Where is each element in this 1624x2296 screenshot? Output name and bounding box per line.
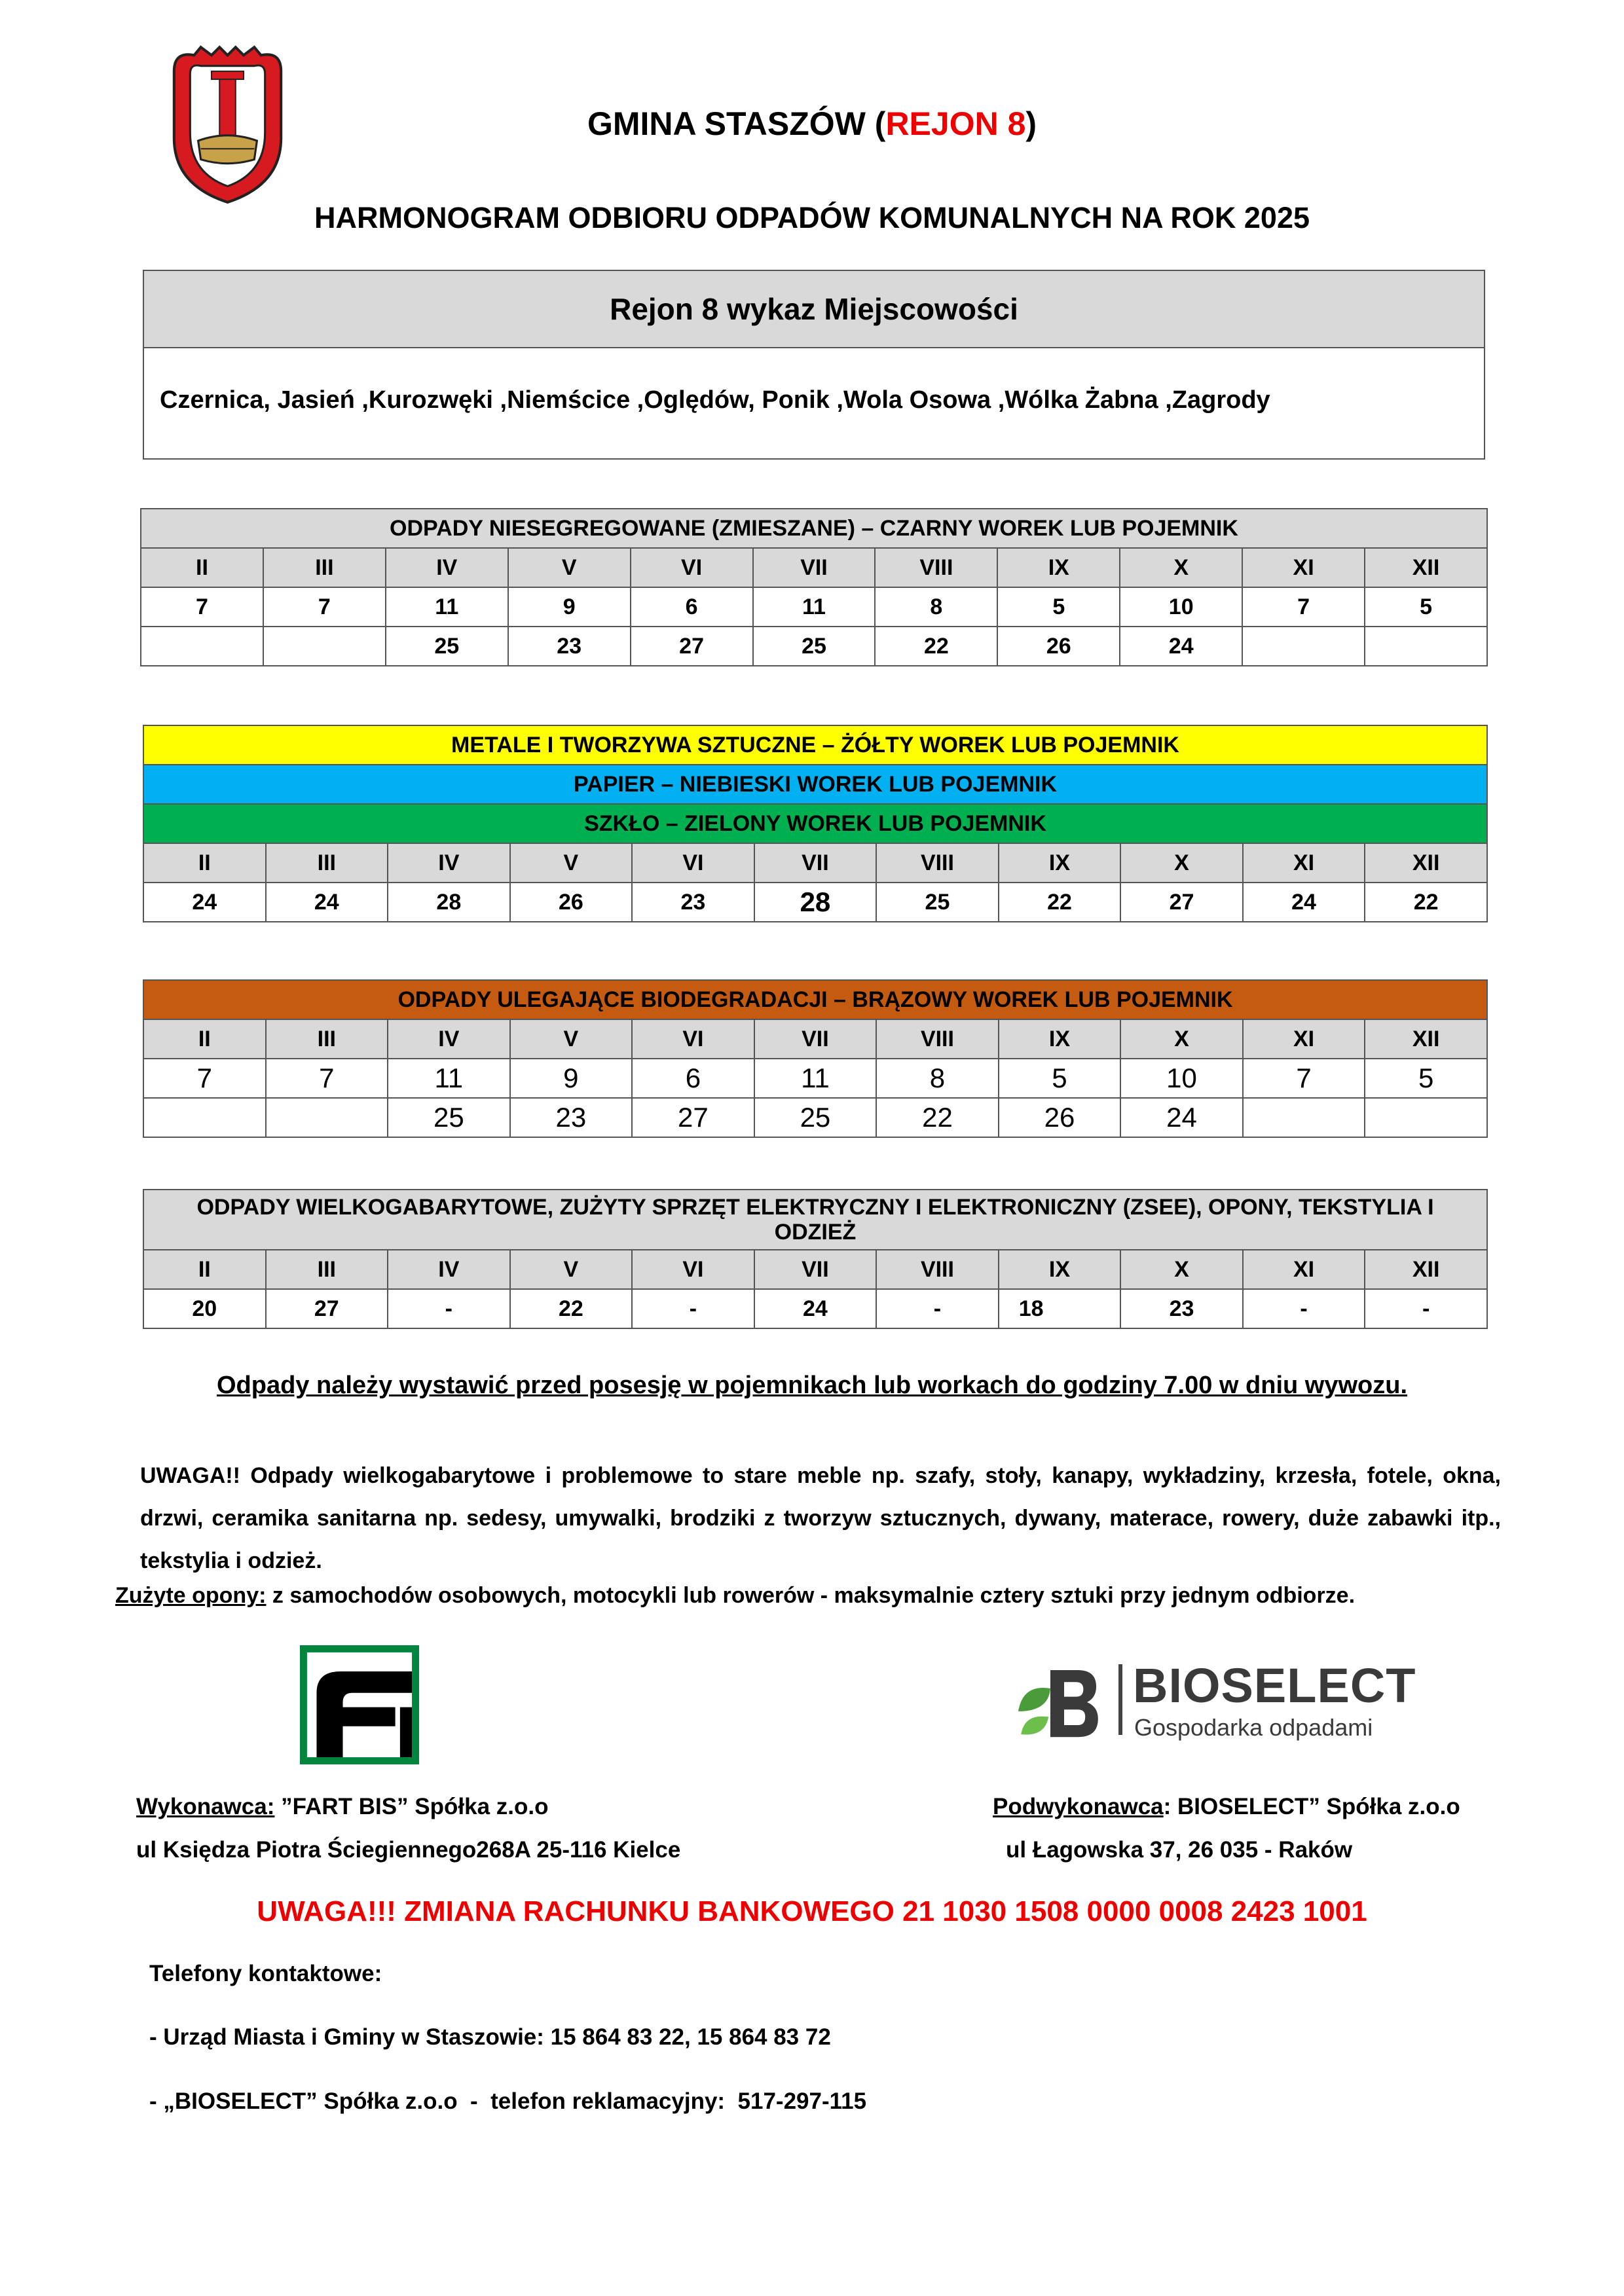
month-header-cell: XI bbox=[1242, 548, 1365, 587]
date-cell: 7 bbox=[266, 1059, 388, 1098]
date-cell: 5 bbox=[997, 587, 1120, 627]
month-header-cell: VII bbox=[754, 1250, 877, 1289]
date-cell: - bbox=[632, 1289, 754, 1328]
date-cell: 26 bbox=[510, 883, 633, 922]
date-cell: 24 bbox=[1120, 627, 1242, 666]
month-header-cell: IX bbox=[997, 548, 1120, 587]
tyres-note bbox=[115, 1583, 1355, 1609]
month-header-cell: III bbox=[266, 1019, 388, 1059]
date-cell: 11 bbox=[753, 587, 876, 627]
month-header-cell: II bbox=[141, 548, 263, 587]
month-header-cell: VII bbox=[753, 548, 876, 587]
month-header-cell: IX bbox=[999, 843, 1121, 883]
date-cell: 24 bbox=[1243, 883, 1365, 922]
date-cell: 22 bbox=[1365, 883, 1487, 922]
contractor-name: Wykonawca: ”FART BIS” Spółka z.o.o bbox=[136, 1794, 549, 1819]
date-cell: 9 bbox=[508, 587, 631, 627]
month-header-cell: VIII bbox=[875, 548, 997, 587]
bio-dates-row-1 bbox=[143, 1059, 1487, 1098]
month-header-cell: X bbox=[1120, 1250, 1243, 1289]
month-header-cell: III bbox=[266, 843, 388, 883]
month-header-cell: II bbox=[143, 843, 266, 883]
page-title: GMINA STASZÓW (REJON 8) bbox=[587, 105, 1037, 142]
date-cell: 27 bbox=[266, 1289, 388, 1328]
date-cell bbox=[1243, 1098, 1365, 1137]
month-header-cell: X bbox=[1120, 1019, 1243, 1059]
date-cell: 27 bbox=[632, 1098, 754, 1137]
date-cell bbox=[1365, 627, 1487, 666]
month-header-cell: IV bbox=[388, 1250, 510, 1289]
date-cell: - bbox=[1365, 1289, 1487, 1328]
month-header-cell: II bbox=[143, 1019, 266, 1059]
subcontractor-address: ul Łagowska 37, 26 035 - Raków bbox=[1006, 1837, 1353, 1863]
month-header-cell: X bbox=[1120, 843, 1243, 883]
date-cell: 6 bbox=[631, 587, 753, 627]
date-cell: 9 bbox=[510, 1059, 633, 1098]
date-cell: 7 bbox=[1243, 1059, 1365, 1098]
date-cell: 22 bbox=[999, 883, 1121, 922]
date-cell: - bbox=[876, 1289, 999, 1328]
month-header-cell: XII bbox=[1365, 1250, 1487, 1289]
date-cell: 23 bbox=[510, 1098, 633, 1137]
paper-title: PAPIER – NIEBIESKI WOREK LUB POJEMNIK bbox=[143, 765, 1487, 804]
date-cell: 25 bbox=[753, 627, 876, 666]
bioselect-b-leaf-icon bbox=[1014, 1656, 1105, 1748]
date-cell: 7 bbox=[141, 587, 263, 627]
date-cell: 25 bbox=[388, 1098, 510, 1137]
contractor-address: ul Księdza Piotra Ściegiennego268A 25-116 Kielce bbox=[136, 1837, 681, 1863]
month-header-cell: V bbox=[510, 1019, 633, 1059]
date-cell: 11 bbox=[388, 1059, 510, 1098]
month-header-cell: IX bbox=[999, 1250, 1121, 1289]
set-out-notice: Odpady należy wystawić przed posesję w pojemnikach lub workach do godziny 7.00 w dniu wywozu. bbox=[216, 1372, 1408, 1399]
date-cell: 23 bbox=[508, 627, 631, 666]
month-header-cell: III bbox=[266, 1250, 388, 1289]
month-header-cell: VI bbox=[632, 843, 754, 883]
date-cell: 5 bbox=[1365, 1059, 1487, 1098]
month-header-cell: VIII bbox=[876, 843, 999, 883]
mixed-dates-row-2 bbox=[141, 627, 1487, 666]
bulky-dates-row bbox=[143, 1289, 1487, 1328]
tyres-label: Zużyte opony: bbox=[115, 1583, 267, 1608]
month-header-cell: III bbox=[263, 548, 386, 587]
date-cell: 23 bbox=[632, 883, 754, 922]
month-header-cell: VIII bbox=[876, 1250, 999, 1289]
month-header-cell: V bbox=[510, 1250, 633, 1289]
segregated-dates-row bbox=[143, 883, 1487, 922]
bioselect-tagline: Gospodarka odpadami bbox=[1134, 1714, 1373, 1741]
date-cell bbox=[1365, 1098, 1487, 1137]
month-header-cell: VI bbox=[631, 548, 753, 587]
date-cell: 22 bbox=[510, 1289, 633, 1328]
bio-waste-title: ODPADY ULEGAJĄCE BIODEGRADACJI – BRĄZOWY WOREK LUB POJEMNIK bbox=[143, 980, 1487, 1019]
contact-town-hall: - Urząd Miasta i Gminy w Staszowie: 15 864 83 22, 15 864 83 72 bbox=[149, 2024, 831, 2050]
month-header-cell: V bbox=[510, 843, 633, 883]
date-cell: 18 bbox=[999, 1289, 1121, 1328]
month-header-cell: IX bbox=[999, 1019, 1121, 1059]
month-header-row bbox=[141, 548, 1487, 587]
page-subtitle: HARMONOGRAM ODBIORU ODPADÓW KOMUNALNYCH NA ROK 2025 bbox=[314, 201, 1310, 234]
region-localities: Czernica, Jasień ,Kurozwęki ,Niemścice ,Oględów, Ponik ,Wola Osowa ,Wólka Żabna ,Zagrody bbox=[160, 386, 1270, 414]
date-cell: 7 bbox=[143, 1059, 266, 1098]
date-cell: 22 bbox=[875, 627, 997, 666]
date-cell: 8 bbox=[876, 1059, 999, 1098]
date-cell: 24 bbox=[1120, 1098, 1243, 1137]
month-header-cell: XI bbox=[1243, 1250, 1365, 1289]
date-cell: 25 bbox=[876, 883, 999, 922]
date-cell bbox=[263, 627, 386, 666]
date-cell: 28 bbox=[388, 883, 510, 922]
contacts-heading: Telefony kontaktowe: bbox=[149, 1961, 382, 1986]
logo-divider bbox=[1118, 1664, 1122, 1735]
month-header-cell: XII bbox=[1365, 843, 1487, 883]
region-heading: Rejon 8 wykaz Miejscowości bbox=[144, 271, 1484, 348]
month-header-cell: XII bbox=[1365, 548, 1487, 587]
fart-bis-logo-icon bbox=[300, 1643, 419, 1766]
date-cell: 7 bbox=[1242, 587, 1365, 627]
month-header-cell: VI bbox=[632, 1250, 754, 1289]
month-header-cell: II bbox=[143, 1250, 266, 1289]
month-header-cell: X bbox=[1120, 548, 1242, 587]
month-header-cell: V bbox=[508, 548, 631, 587]
date-cell: 5 bbox=[1365, 587, 1487, 627]
date-cell: - bbox=[388, 1289, 510, 1328]
region-box bbox=[143, 270, 1485, 460]
date-cell: 24 bbox=[266, 883, 388, 922]
region-highlight: REJON 8 bbox=[885, 105, 1026, 142]
segregated-waste-table bbox=[143, 725, 1488, 922]
month-header-cell: XII bbox=[1365, 1019, 1487, 1059]
month-header-cell: VIII bbox=[876, 1019, 999, 1059]
date-cell: 26 bbox=[997, 627, 1120, 666]
mixed-waste-title: ODPADY NIESEGREGOWANE (ZMIESZANE) – CZARNY WOREK LUB POJEMNIK bbox=[141, 509, 1487, 548]
month-header-cell: VII bbox=[754, 1019, 877, 1059]
month-header-cell: IV bbox=[388, 843, 510, 883]
date-cell: 11 bbox=[754, 1059, 877, 1098]
bank-account-notice: UWAGA!!! ZMIANA RACHUNKU BANKOWEGO 21 1030 1508 0000 0008 2423 1001 bbox=[257, 1895, 1367, 1927]
date-cell: 7 bbox=[263, 587, 386, 627]
metal-plastic-title: METALE I TWORZYWA SZTUCZNE – ŻÓŁTY WOREK LUB POJEMNIK bbox=[143, 725, 1487, 765]
date-cell: 25 bbox=[754, 1098, 877, 1137]
date-cell: 5 bbox=[999, 1059, 1121, 1098]
month-header-cell: XI bbox=[1243, 1019, 1365, 1059]
tyres-text: z samochodów osobowych, motocykli lub rowerów - maksymalnie cztery sztuki przy jednym odbiorze. bbox=[266, 1583, 1356, 1608]
date-cell: 26 bbox=[999, 1098, 1121, 1137]
date-cell: - bbox=[1243, 1289, 1365, 1328]
date-cell: 11 bbox=[386, 587, 508, 627]
mixed-dates-row-1 bbox=[141, 587, 1487, 627]
date-cell bbox=[266, 1098, 388, 1137]
month-header-row bbox=[143, 1250, 1487, 1289]
bio-waste-table bbox=[143, 979, 1488, 1138]
mixed-waste-table bbox=[140, 508, 1488, 666]
date-cell bbox=[141, 627, 263, 666]
month-header-row bbox=[143, 1019, 1487, 1059]
bioselect-logo bbox=[1014, 1656, 1416, 1748]
month-header-cell: XI bbox=[1243, 843, 1365, 883]
date-cell: 22 bbox=[876, 1098, 999, 1137]
month-header-row bbox=[143, 843, 1487, 883]
glass-title: SZKŁO – ZIELONY WOREK LUB POJEMNIK bbox=[143, 804, 1487, 843]
date-cell: 27 bbox=[1120, 883, 1243, 922]
date-cell: 10 bbox=[1120, 587, 1242, 627]
date-cell bbox=[143, 1098, 266, 1137]
month-header-cell: IV bbox=[386, 548, 508, 587]
date-cell: 23 bbox=[1120, 1289, 1243, 1328]
month-header-cell: IV bbox=[388, 1019, 510, 1059]
subcontractor-name: Podwykonawca: BIOSELECT” Spółka z.o.o bbox=[993, 1794, 1460, 1819]
bulky-waste-table bbox=[143, 1189, 1488, 1329]
date-cell: 6 bbox=[632, 1059, 754, 1098]
bulky-waste-title: ODPADY WIELKOGABARYTOWE, ZUŻYTY SPRZĘT ELEKTRYCZNY I ELEKTRONICZNY (ZSEE), OPONY, TEKSTYLIA I ODZIEŻ bbox=[143, 1190, 1487, 1250]
date-cell: 10 bbox=[1120, 1059, 1243, 1098]
date-cell bbox=[1242, 627, 1365, 666]
date-cell: 24 bbox=[754, 1289, 877, 1328]
date-cell: 24 bbox=[143, 883, 266, 922]
month-header-cell: VII bbox=[754, 843, 877, 883]
contact-bioselect: - „BIOSELECT” Spółka z.o.o - telefon reklamacyjny: 517-297-115 bbox=[149, 2088, 867, 2114]
date-cell: 20 bbox=[143, 1289, 266, 1328]
date-cell: 25 bbox=[386, 627, 508, 666]
date-cell: 27 bbox=[631, 627, 753, 666]
date-cell: 28 bbox=[754, 883, 877, 922]
bio-dates-row-2 bbox=[143, 1098, 1487, 1137]
bulky-waste-warning: UWAGA!! Odpady wielkogabarytowe i problemowe to stare meble np. szafy, stoły, kanapy, wykładziny, krzesła, fotele, okna, drzwi, ceramika sanitarna np. sedesy, umywalki, brodziki z tworzyw sztucznych, dywany, materace, rowery, duże zabawki itp., tekstylia i odzież. bbox=[140, 1463, 1501, 1573]
month-header-cell: VI bbox=[632, 1019, 754, 1059]
bioselect-wordmark: BIOSELECT bbox=[1133, 1658, 1416, 1713]
date-cell: 8 bbox=[875, 587, 997, 627]
